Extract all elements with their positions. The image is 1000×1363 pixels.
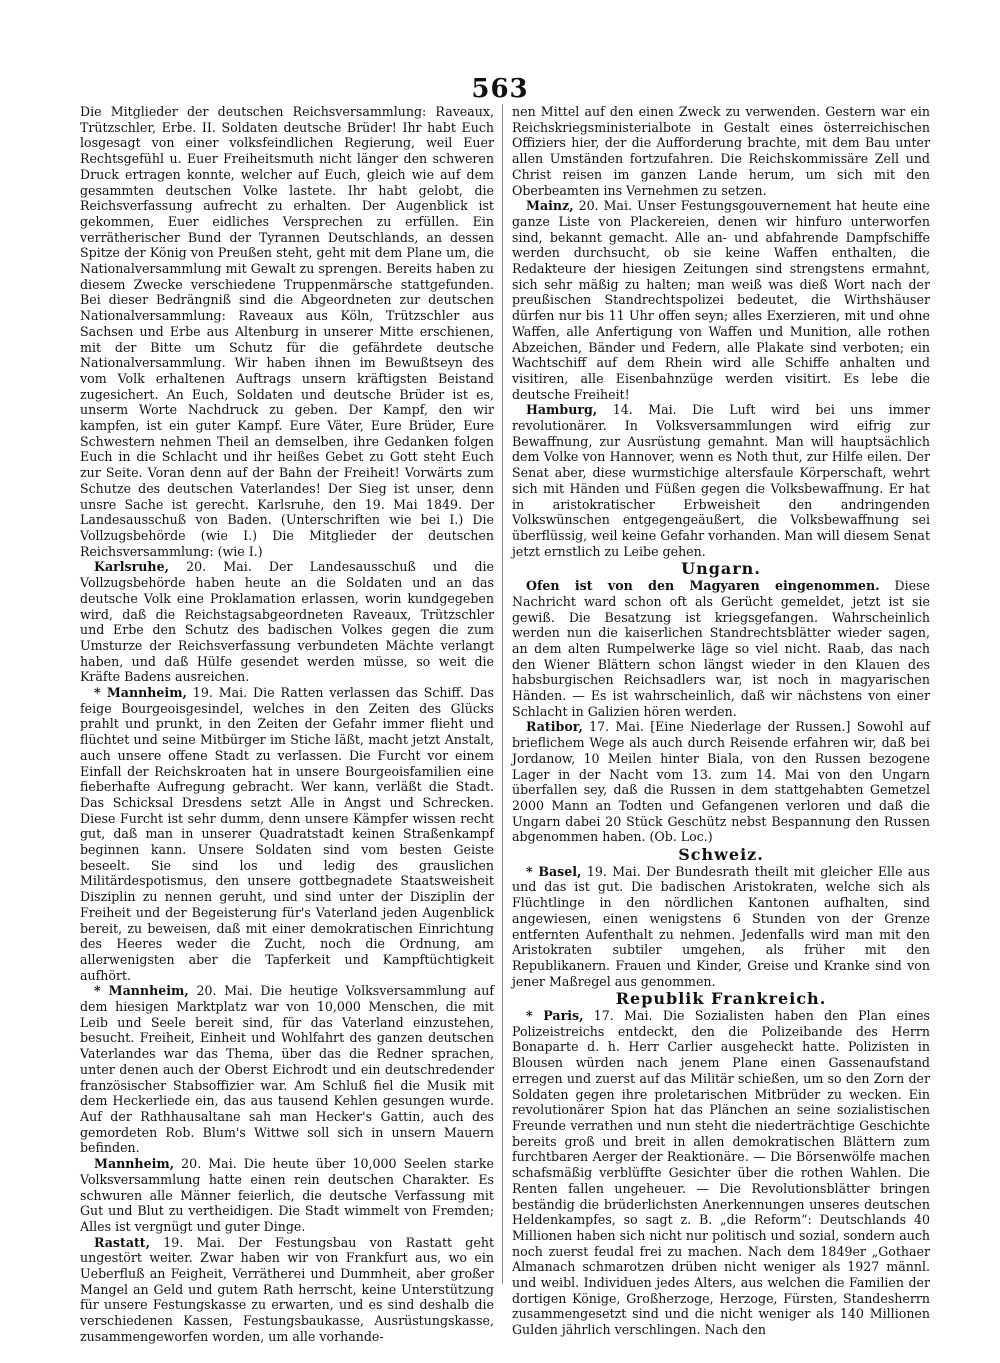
article-mainz	[512, 198, 930, 402]
article-rastatt	[80, 1235, 494, 1345]
dateline: Rastatt,	[94, 1234, 151, 1250]
article-paris	[512, 1008, 930, 1338]
left-column	[80, 104, 494, 1345]
article-text: 19. Mai. Die Ratten verlassen das Schiff. Das feige Bourgeoisgesindel, welches in den Zeiten des Glücks prahlt und prunkt, in den Zeiten der Gefahr immer flieht und flüchtet und seine Mitbürger im Stiche läßt, macht jetzt Anstalt, auch unsere offene Stadt zu verlassen. Die Furcht vor einem Einfall der Reichskroaten hat in unsere Bourgeoisfamilien eine fieberhafte Aufregung gebracht. Wer kann, verläßt die Stadt. Das Schicksal Dresdens setzt Alle in Angst und Schrecken. Diese Furcht ist sehr dumm, denn unsere Kämpfer wissen recht gut, daß man in unserer Quadratstadt keinen Straßenkampf beginnen kann. Unsere Soldaten sind vom besten Geiste beseelt. Sie sind los und ledig des grauslichen Militärdespotismus, den unsere gottbegnadete Staatsweisheit Disziplin zu nennen geruht, und sind unter der Disziplin der Freiheit und der Begeisterung für's Vaterland jeden Augenblick bereit, zu beweisen, daß mit einer demokratischen Einrichtung des Heeres weder die Zucht, noch die Ordnung, am allerwenigsten aber die Tapferkeit und Kampftüchtigkeit aufhört.	[80, 685, 494, 983]
dateline: Ratibor,	[526, 719, 583, 735]
article-text: nen Mittel auf den einen Zweck zu verwenden. Gestern war ein Reichskriegsministerialbote in Gestalt eines österreichischen Offiziers hier, der die Aufforderung brachte, mit dem Bau unter allen Umständen fortzufahren. Die Reichskommissäre Zell und Christ reisen im ganzen Lande herum, um sich mit den Oberbeamten ins Vernehmen zu setzen.	[512, 104, 930, 198]
article-basel	[512, 864, 930, 990]
section-heading-ungarn: Ungarn.	[681, 559, 761, 579]
article-text: Die Mitglieder der deutschen Reichsversammlung: Raveaux, Trützschler, Erbe. II. Soldaten deutsche Brüder! Ihr habt Euch losgesagt von einer volksfeindlichen Regierung, weil Euer Rechtsgefühl u. Euer Freiheitsmuth nicht länger den schweren Druck ertragen konnte, welcher auf Euch, gleich wie auf dem gesammten deutschen Volke lastete. Ihr habt gelobt, die Reichsverfassung aufrecht zu erhalten. Der Augenblick ist gekommen, Euer eidliches Versprechen zu erfüllen. Ein verrätherischer Bund der Tyrannen Deutschlands, an dessen Spitze der König von Preußen steht, geht mit dem Plane um, die Nationalversammlung mit Gewalt zu sprengen. Bereits haben zu diesem Zwecke verschiedene Truppenmärsche stattgefunden. Bei dieser Bedrängniß sind die Abgeordneten zur deutschen Nationalversammlung: Raveaux aus Köln, Trützschler aus Sachsen und Erbe aus Altenburg in unserer Mitte erschienen, mit der Bitte um Schutz für die gefährdete deutsche Nationalversammlung. Wir haben ihnen im Bewußtseyn des vom Volk erhaltenen Auftrags unsern kräftigsten Beistand zugesichert. An Euch, Soldaten und deutsche Brüder ist es, unserm Worte Nachdruck zu geben. Der Kampf, den wir kampfen, ist ein guter Kampf. Eure Väter, Eure Brüder, Eure Schwestern nehmen Theil an demselben, ihre Gedanken folgen Euch in die Schlacht und ihr heißes Gebet zu Gott steht Euch zur Seite. Voran denn auf der Bahn der Freiheit! Vorwärts zum Schutze des deutschen Vaterlandes! Der Sieg ist unser, denn unsre Sache ist gerecht. Karlsruhe, den 19. Mai 1849. Der Landesausschuß von Baden. (Unterschriften wie bei I.) Die Vollzugsbehörde (wie I.) Die Mitglieder der deutschen Reichsversammlung: (wie I.)	[80, 104, 494, 559]
article-proclamation-continued	[80, 104, 494, 559]
article-text: 17. Mai. [Eine Niederlage der Russen.] Sowohl auf brieflichem Wege als auch durch Reisende erfahren wir, daß bei Jordanow, 10 Meilen hinter Biala, von den Russen bezogene Lager in der Nacht vom 13. zum 14. Mai von den Ungarn überfallen sey, daß die Russen in dem stattgehabten Gemetzel 2000 Mann an Todten und Gefangenen verloren und daß die Ungarn dabei 20 Stück Geschütz nebst Bespannung den Russen abgenommen haben. (Ob. Loc.)	[512, 719, 930, 845]
article-text: 19. Mai. Der Festungsbau von Rastatt geht ungestört weiter. Zwar haben wir von Frankfurt aus, wo ein Ueberfluß an Feigheit, Verrätherei und Dummheit, aber großer Mangel an Geld und gutem Rath herrscht, keine Unterstützung für unsere Festungskasse zu erwarten, und es sind deshalb die verschiedenen Kassen, Festungsbaukasse, Ausrüstungskasse, zusammengeworfen worden, um alle vorhande-	[80, 1234, 494, 1344]
dateline: * Mannheim,	[94, 685, 187, 701]
article-text: 20. Mai. Die heutige Volksversammlung auf dem hiesigen Marktplatz war von 10,000 Menschen, die mit Leib und Seele bereit sind, für das Vaterland einzustehen, besucht. Freiheit, Einheit und Wohlfahrt des ganzen deutschen Vaterlandes war das Thema, über das die Redner sprachen, unter denen auch der Oberst Eichrodt und ein deutschredender französischer Stabsoffizier war. Am Schluß fiel die Musik mit dem Heckerliede ein, das aus tausend Kehlen gesungen wurde. Auf der Rathhausaltane sah man Hecker's Gattin, auch des gemordeten Rob. Blum's Wittwe soll sich in unsern Mauern befinden.	[80, 983, 495, 1156]
article-karlsruhe	[80, 559, 494, 685]
dateline: * Paris,	[526, 1008, 584, 1024]
section-heading-frankreich: Republik Frankreich.	[615, 989, 827, 1009]
article-text: 20. Mai. Der Landesausschuß und die Vollzugsbehörde haben heute an die Soldaten und an das deutsche Volk eine Proklamation erlassen, worin kundgegeben wird, daß die Reichstagsabgeordneten Raveaux, Trützschler und Erbe den Schutz des badischen Volkes gegen die zum Umsturze der Reichsverfassung verbundeten Mächte verlangt haben, und daß Hülfe gesendet werden müsse, so weit die Kräfte Badens ausreichen.	[80, 559, 494, 685]
article-rastatt-continued	[512, 104, 930, 198]
article-text: 14. Mai. Die Luft wird bei uns immer revolutionärer. In Volksversammlungen wird eifrig zur Bewaffnung, zur Ausrüstung gemahnt. Man will hauptsächlich dem Volke von Hannover, wenn es Noth thut, zur Hilfe eilen. Der Senat aber, diese wurmstichige altersfaule Körperschaft, wehrt sich mit Händen und Füßen gegen die Volksbewaffnung. Er hat in aristokratischer Erbweisheit den andringenden Volkswünschen entgegengeäußert, die Volksbewaffnung sei überflüssig, weil keine Gefahr vorhanden. Man will diesem Senat jetzt ernstlich zu Leibe gehen.	[512, 402, 930, 559]
dateline: * Mannheim,	[94, 983, 189, 999]
dateline: * Basel,	[526, 863, 582, 879]
article-text: 20. Mai. Die heute über 10,000 Seelen starke Volksversammlung hatte einen rein deutschen Charakter. Es schwuren alle Männer feierlich, die deutsche Verfassung mit Gut und Blut zu vertheidigen. Die Stadt wimmelt von Fremden; Alles ist vergnügt und guter Dinge.	[80, 1156, 494, 1234]
article-ratibor	[512, 719, 930, 845]
article-ofen	[512, 578, 930, 719]
article-mannheim-20-b	[80, 1156, 494, 1235]
article-text: Diese Nachricht ward schon oft als Gerücht gemeldet, jetzt ist sie gewiß. Die Besatzung ist kriegsgefangen. Wahrscheinlich werden nun die kaiserlichen Standrechtsblätter wieder sagen, an dem alten Rumpelwerke läge so viel nicht. Raab, das nach den Wiener Blättern schon längst wieder in den Klauen des habsburgischen Reichsadlers war, ist noch in magyarischen Händen. — Es ist wahrscheinlich, daß wir nächstens von einer Schlacht in Galizien hören werden.	[512, 578, 930, 719]
page-number: 563	[471, 74, 529, 104]
column-divider	[502, 104, 503, 1284]
dateline: Hamburg,	[526, 402, 598, 418]
article-text: 19. Mai. Der Bundesrath theilt mit gleicher Elle aus und das ist gut. Die badischen Aristokraten, welche sich als Flüchtlinge in den nördlichen Kantonen aufhalten, sind angewiesen, einen wenigstens 6 Stunden von der Grenze entfernten Aufenthalt zu nehmen. Jedenfalls wird man mit den Aristokraten subtiler umgehen, als früher mit den Republikanern. Frauen und Kinder, Greise und Kranke sind von jener Maßregel aus genommen.	[512, 863, 931, 989]
dateline: Ofen ist von den Magyaren eingenommen.	[526, 578, 880, 594]
section-heading-schweiz: Schweiz.	[678, 845, 764, 865]
article-text: 20. Mai. Unser Festungsgouvernement hat heute eine ganze Liste von Plackereien, denen wir hinfuro unterworfen sind, bekannt gemacht. Alle an- und abfahrende Dampfschiffe werden durchsucht, ob sie keine Waffen enthalten, die Redakteure der hiesigen Zeitungen sind strengstens ermahnt, sich sehr mäßig zu halten; man weiß was dieß Wort nach der preußischen Standrechtspolizei bedeutet, die Wirthshäuser dürfen nur bis 11 Uhr offen seyn; alles Exerzieren, mit und ohne Waffen, alle Anfertigung von Waffen und Munition, alle rothen Abzeichen, Bänder und Federn, alle Plakate sind verboten; ein Wachtschiff auf dem Rhein wird alle Schiffe anhalten und visitiren, alle Eisenbahnzüge werden visitirt. Es lebe die deutsche Freiheit!	[512, 198, 930, 402]
article-hamburg	[512, 402, 930, 559]
article-mannheim-19	[80, 685, 494, 983]
dateline: Mainz,	[526, 198, 574, 214]
dateline: Mannheim,	[94, 1156, 175, 1172]
dateline: Karlsruhe,	[94, 559, 169, 575]
article-mannheim-20-a	[80, 983, 494, 1156]
right-column	[512, 104, 930, 1338]
article-text: 17. Mai. Die Sozialisten haben den Plan eines Polizeistreichs entdeckt, den die Polizeibande des Herrn Bonaparte d. h. Herr Carlier ausgeheckt hatte. Polizisten in Blousen würden nach jenem Plane einen Gassenaufstand erregen und zuerst auf das Militär schießen, um so den Zorn der Soldaten gegen ihre proletarischen Mitbrüder zu wecken. Ein revolutionärer Spion hat das Plänchen an seine sozialistischen Freunde verrathen und nun steht die niederträchtige Geschichte bereits groß und breit in allen demokratischen Blättern zum furchtbaren Aerger der Reaktionäre. — Die Börsenwölfe machen schafsmäßig verblüffte Gesichter über die rothen Wahlen. Die Renten fallen ungeheuer. — Die Revolutionsblätter bringen beständig die brüderlichsten Anerkennungen unseres deutschen Heldenkampfes, so sagt z. B. „die Reform“: Deutschlands 40 Millionen haben sich nicht nur politisch und sozial, sondern auch noch zuerst feudal frei zu machen. Nach dem 1849er „Gothaer Almanach schmarotzen drüben nicht weniger als 1927 männl. und weibl. Individuen jedes Alters, aus welchen die Familien der dortigen Könige, Großherzoge, Herzoge, Fürsten, Standesherrn zusammengesetzt sind und die nicht weniger als 140 Millionen Gulden jährlich verschlingen. Nach den	[512, 1008, 931, 1338]
